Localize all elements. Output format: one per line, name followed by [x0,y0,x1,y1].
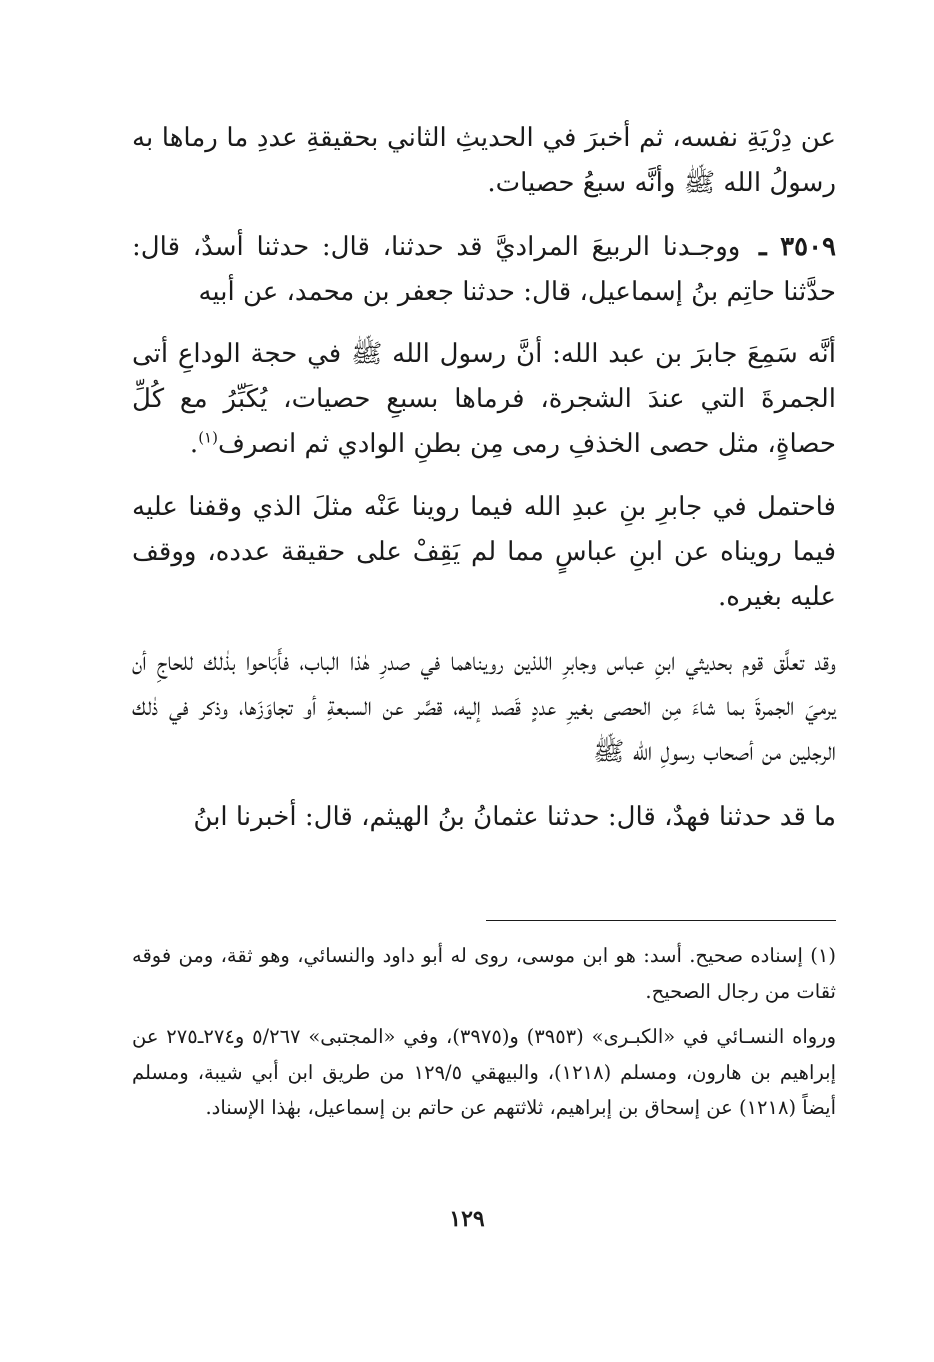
next-hadith-start: ما قد حدثنا فهدٌ، قال: حدثنا عثمانُ بنُ الهيثم، قال: أخبرنا ابنُ [193,802,836,832]
hadith-3509-isnad [132,225,836,315]
hadith-isnad-text: ووجـدنا الربيعَ المراديَّ قد حدثنا، قال: حدثنا أسدٌ، قال: حدَّثنا حاتِم بنُ إسماعيل، قال: حدثنا جعفر بن محمد، عن أبيه [132,232,836,307]
footnote-1: (١) إسناده صحيح. أسد: هو ابن موسى، روى له أبو داود والنسائي، وهو ثقة، ومن فوقه ثقات من رجال الصحيح. [132,944,836,1003]
page-number: ١٢٩ [449,1206,485,1232]
hadith-3509-matn [132,332,836,467]
paragraph-continuation: عن دِرْيَةِ نفسه، ثم أخبرَ في الحديثِ الثاني بحقيقةِ عددِ ما رماها به رسولُ الله ﷺ وأنَّه سبعُ حصيات. [132,123,836,198]
footnote-separator [486,920,836,921]
commentary-paragraph-2: وقد تعلَّق قوم بحديثي ابنِ عباس وجابرِ اللذين رويناهما في صدرِ هٰذا الباب، فأَبَاحوا بذٰلك للحاجِ أن يرميَ الجمرةَ بما شاءَ مِن الحصى بغيرِ عددٍ قَصد إليه، قصَّر عن السبعةِ أو تجاوَزَها، وذكر في ذٰلك الرجلين من أصحاب رسولِ الله ﷺ [132,647,836,767]
hadith-number: ٣٥٠٩ ـ [759,232,837,262]
hadith-matn-text: أنَّه سَمِعَ جابرَ بن عبد الله: أنَّ رسول الله ﷺ في حجة الوداعِ أتى الجمرةَ التي عندَ الشجرة، فرماها بسبعِ حصيات، يُكَبِّرُ مع كُلِّ حصاةٍ، مثل حصى الخذفِ رمى مِن بطنِ الوادي ثم انصرف [132,339,836,459]
main-text [132,116,836,840]
footnote-reference: (١) [198,428,218,447]
commentary-paragraph: فاحتمل في جابرِ بنِ عبدِ الله فيما روينا عَنْه مثلَ الذي وقفنا عليه فيما رويناه عن ابنِ عباسٍ مما لم يَقِفْ على حقيقة عدده، ووقف عليه بغيره. [132,492,836,612]
footnote-1-continuation: ورواه النسـائي في «الكبـرى» (٣٩٥٣) و(٣٩٧٥)، وفي «المجتبى» ٥/٢٦٧ و٢٧٤ـ٢٧٥ عن إبراهيم بن هارون، ومسلم (١٢١٨)، والبيهقي ١٢٩/٥ من طريق ابن أبي شيبة، ومسلم أيضاً (١٢١٨) عن إسحاق بن إبراهيم، ثلاثتهم عن حاتم بن إسماعيل، بهٰذا الإسناد. [132,1025,836,1119]
footnotes [132,938,836,1126]
hadith-matn-end: . [189,429,199,459]
